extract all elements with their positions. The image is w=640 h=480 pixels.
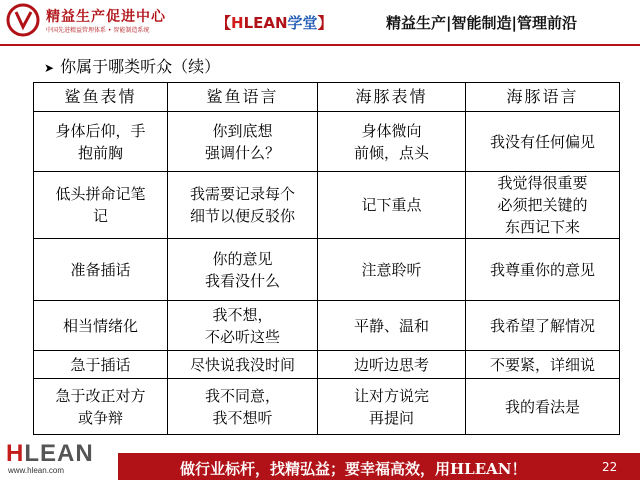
table-cell: 注意聆听 [318,239,466,301]
table-cell: 你的意见 我看没什么 [168,239,318,301]
table-cell: 尽快说我没时间 [168,351,318,379]
table-cell: 准备插话 [34,239,168,301]
slide-title-text: 你属于哪类听众（续） [60,57,221,76]
brand-xuetang: 学堂 [287,14,318,32]
table-cell: 记下重点 [318,172,466,239]
table-cell: 我不想， 不必听这些 [168,301,318,351]
table-row [34,379,620,435]
brand-h: H [231,14,244,32]
table-row [34,239,620,301]
page-number: 22 [602,460,618,474]
header-divider [0,44,640,46]
table-cell: 我希望了解情况 [466,301,620,351]
column-header: 海豚语言 [466,83,620,112]
table-cell: 急于改正对方 或争辩 [34,379,168,435]
brand-bracket-left: 【 [216,14,232,32]
footer-logo-h: H [6,440,25,467]
column-header: 海豚表情 [318,83,466,112]
column-header: 鲨鱼语言 [168,83,318,112]
brand-label [216,12,333,33]
brand-lean: LEAN [243,14,288,32]
table-row [34,351,620,379]
table-row [34,301,620,351]
listener-type-table [33,82,620,435]
slide-title [44,54,220,77]
table-cell: 我不同意， 我不想听 [168,379,318,435]
table-header-row [34,83,620,112]
table-cell: 平静、温和 [318,301,466,351]
table-cell: 我尊重你的意见 [466,239,620,301]
table-row [34,172,620,239]
company-logo-icon [6,3,40,37]
table-cell: 身体后仰，手 抱前胸 [34,112,168,172]
table-row [34,112,620,172]
table-cell: 我需要记录每个 细节以便反驳你 [168,172,318,239]
table-cell: 不要紧，详细说 [466,351,620,379]
bullet-arrow-icon: ➤ [44,61,55,75]
table-cell: 我觉得很重要 必须把关键的 东西记下来 [466,172,620,239]
footer-logo [6,440,94,468]
org-subtitle: 中国先进精益管理体系 • 智能制造系统 [46,27,150,34]
table-body [34,112,620,435]
table-cell: 急于插话 [34,351,168,379]
column-header: 鲨鱼表情 [34,83,168,112]
table-cell: 我的看法是 [466,379,620,435]
table-cell: 我没有任何偏见 [466,112,620,172]
table-cell: 身体微向 前倾，点头 [318,112,466,172]
slide-header [0,0,640,44]
table-cell: 让对方说完 再提问 [318,379,466,435]
table-cell: 低头拼命记笔 记 [34,172,168,239]
footer-url: www.hlean.com [8,466,65,475]
footer-logo-rest: LEAN [24,440,94,467]
table-cell: 相当情绪化 [34,301,168,351]
org-name: 精益生产促进中心 [46,9,166,25]
table-cell: 你到底想 强调什么？ [168,112,318,172]
footer-slogan: 做行业标杆，找精弘益；要幸福高效，用HLEAN！ [180,460,527,478]
brand-bracket-right: 】 [317,14,333,32]
table-cell: 边听边思考 [318,351,466,379]
header-tagline: 精益生产|智能制造|管理前沿 [386,14,577,32]
